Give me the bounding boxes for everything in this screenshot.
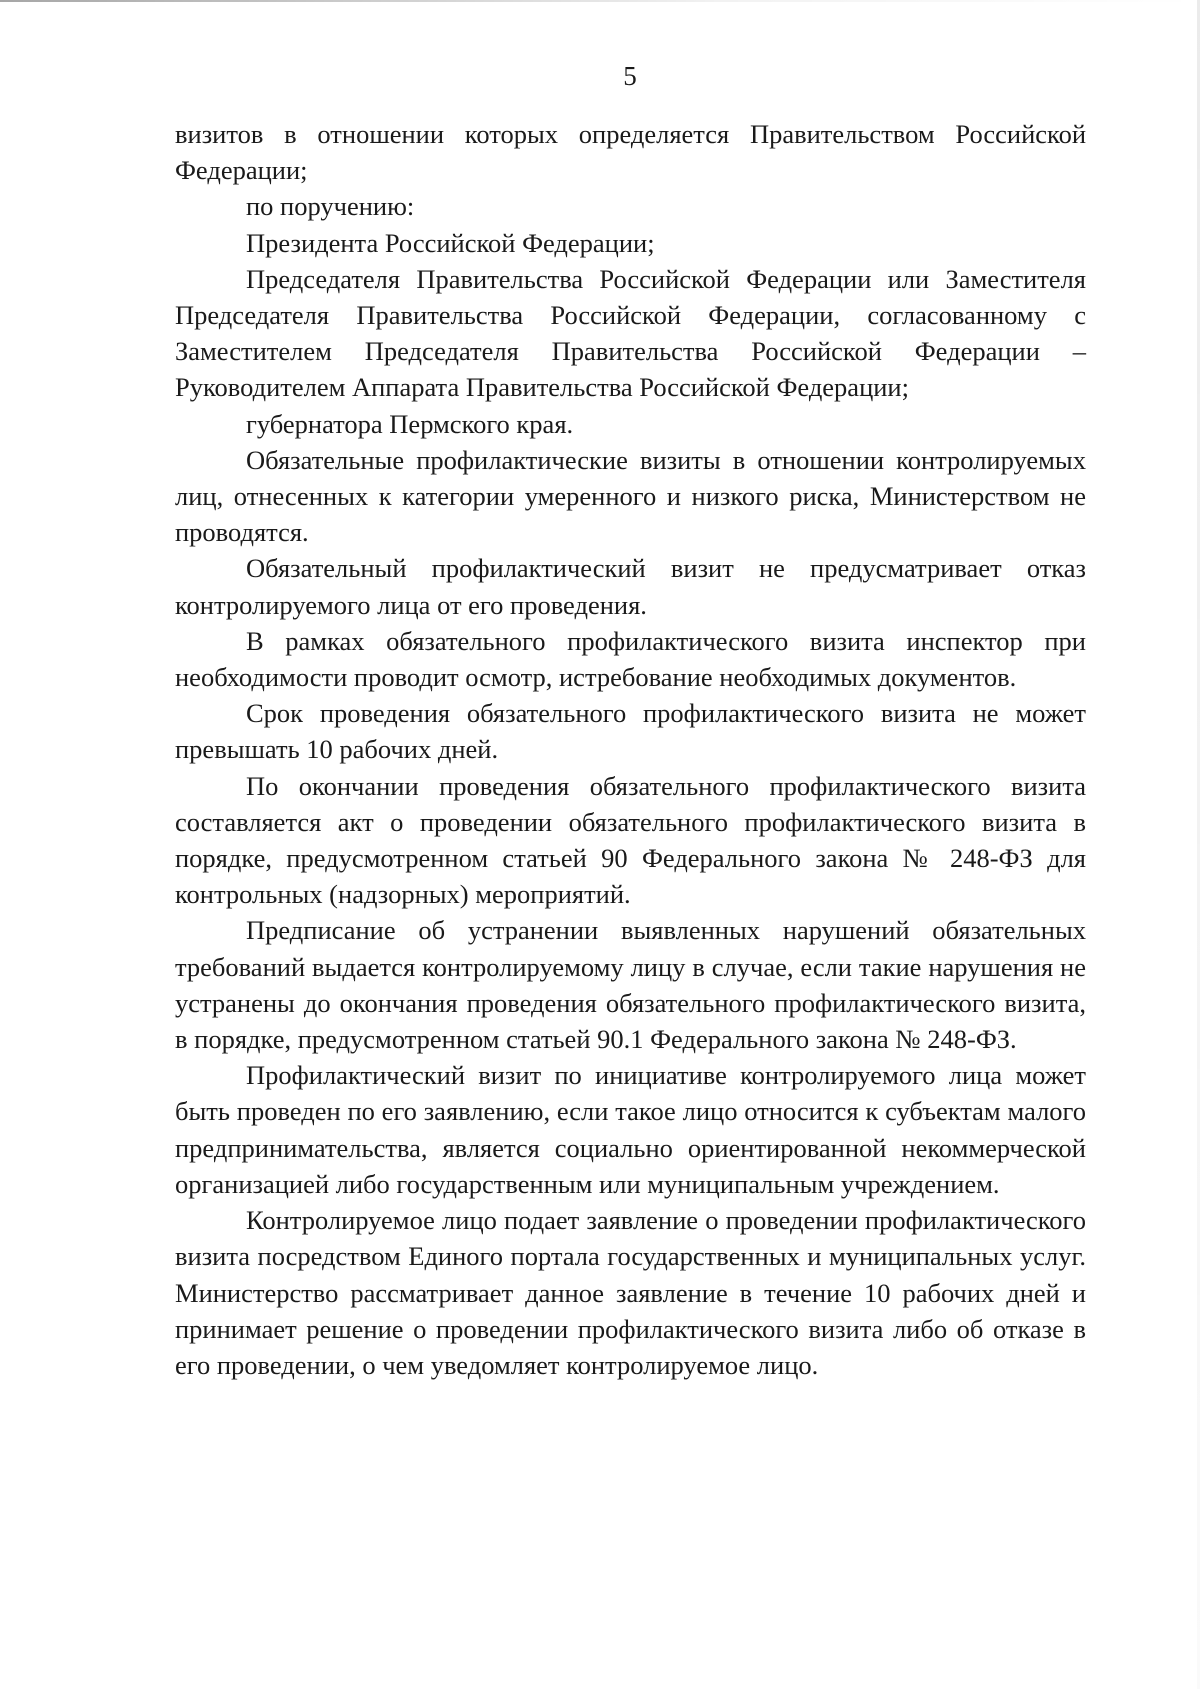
- paragraph-13: Контролируемое лицо подает заявление о проведении профилактического визита посредством Единого портала государственных и муниципальных услуг. Министерство рассматривает данное заявление в течение 10 рабочих дней и принимает решение о проведении профилактического визита либо об отказе в его проведении, о чем уведомляет контролируемое лицо.: [175, 1205, 1086, 1380]
- paragraph-11: Предписание об устранении выявленных нарушений обязательных требований выдается контролируемому лицу в случае, если такие нарушения не устранены до окончания проведения обязательного профилактического визита, в порядке, предусмотренном статьей 90.1 Федерального закона № 248-ФЗ.: [175, 915, 1086, 1055]
- paragraph-6: Обязательные профилактические визиты в отношении контролируемых лиц, отнесенных к категории умеренного и низкого риска, Министерством не проводятся.: [175, 444, 1086, 548]
- paragraph-8: В рамках обязательного профилактического визита инспектор при необходимости проводит осмотр, истребование необходимых документов.: [175, 625, 1086, 693]
- paragraph-3: Президента Российской Федерации;: [246, 227, 655, 258]
- page-number: 5: [623, 61, 637, 91]
- paragraph-4: Председателя Правительства Российской Федерации или Заместителя Председателя Правительства Российской Федерации, согласованному с Заместителем Председателя Правительства Российской Федерации – Руководителем Аппарата Правительства Российской Федерации;: [175, 263, 1086, 403]
- paragraph-1: визитов в отношении которых определяется Правительством Российской Федерации;: [175, 119, 1086, 186]
- paragraph-9: Срок проведения обязательного профилактического визита не может превышать 10 рабочих дней.: [175, 698, 1086, 765]
- document-body: [175, 116, 1086, 1383]
- paragraph-7: Обязательный профилактический визит не предусматривает отказ контролируемого лица от его проведения.: [175, 553, 1086, 620]
- paragraph-12: Профилактический визит по инициативе контролируемого лица может быть проведен по его заявлению, если такое лицо относится к субъектам малого предпринимательства, является социально ориентированной некоммерческой организацией либо государственным или муниципальным учреждением.: [175, 1060, 1086, 1199]
- paragraph-5: губернатора Пермского края.: [246, 408, 574, 439]
- paragraph-10: По окончании проведения обязательного профилактического визита составляется акт о проведении обязательного профилактического визита в порядке, предусмотренном статьей 90 Федерального закона № 248-ФЗ для контрольных (надзорных) мероприятий.: [175, 770, 1086, 910]
- scan-top-edge: [0, 0, 1200, 2]
- paragraph-2: по поручению:: [246, 191, 415, 222]
